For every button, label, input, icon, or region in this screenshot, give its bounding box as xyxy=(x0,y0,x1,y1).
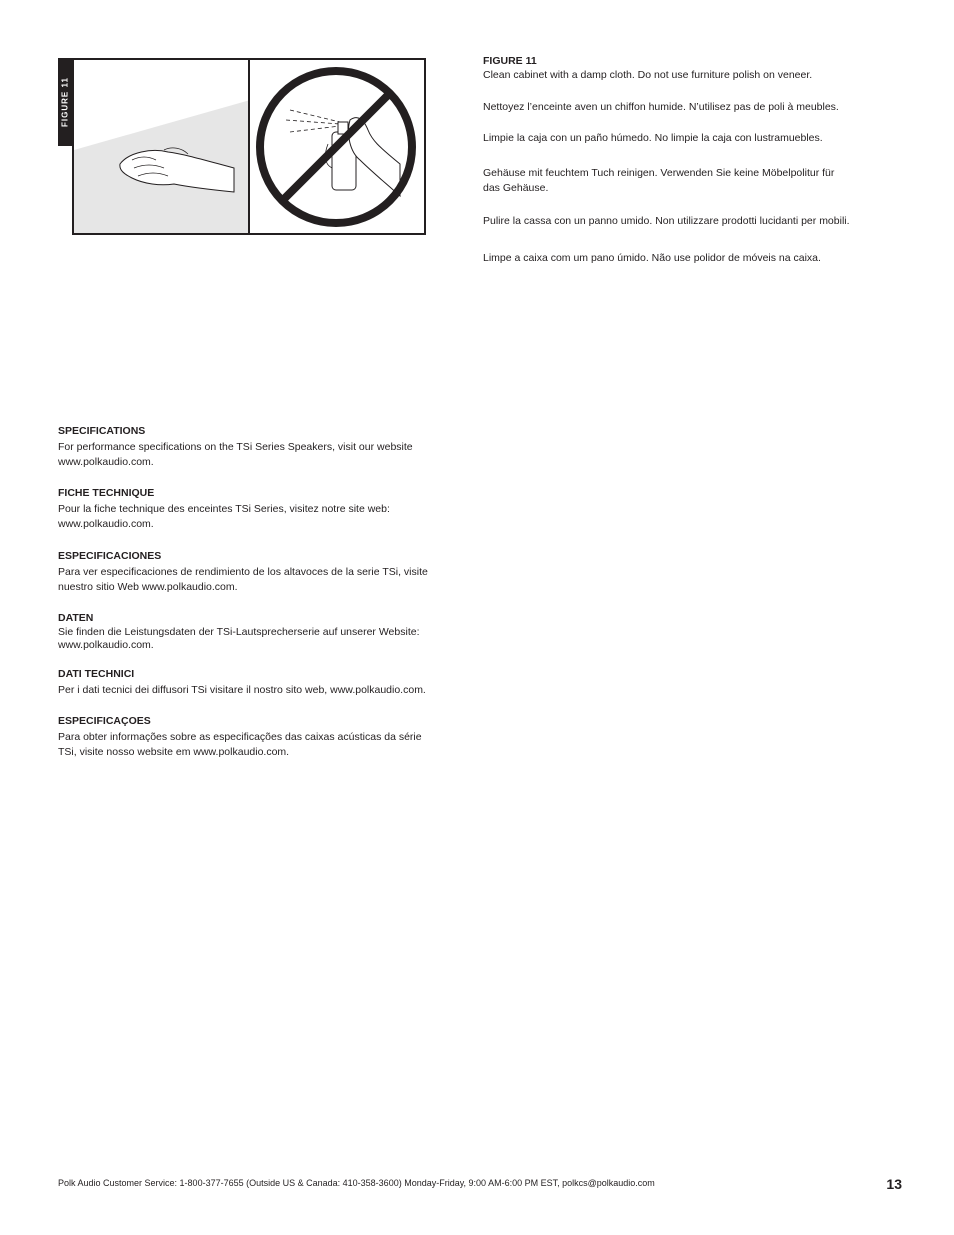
figure-text-es: Limpie la caja con un paño húmedo. No limpie la caja con lustramuebles. xyxy=(483,132,823,144)
figure-text-de: Gehäuse mit feuchtem Tuch reinigen. Verwenden Sie keine Möbelpolitur für das Gehäuse. xyxy=(483,167,835,194)
spec-text: Para ver especificaciones de rendimiento de los altavoces de la serie TSi, visite nuestro sitio Web www.polkaudio.com. xyxy=(58,565,428,593)
figure-caption: FIGURE 11 xyxy=(483,55,537,67)
spec-text: Para obter informações sobre as especificações das caixas acústicas da série TSi, visite nosso website em www.polkaudio.com. xyxy=(58,730,422,758)
spec-heading: FICHE TECHNIQUE xyxy=(58,487,155,499)
no-polish-illustration xyxy=(248,58,426,235)
spec-heading: ESPECIFICAÇOES xyxy=(58,715,151,727)
figure-text-pt: Limpe a caixa com um pano úmido. Não use polidor de móveis na caixa. xyxy=(483,252,821,264)
figure-tab xyxy=(58,58,72,146)
spec-text: For performance specifications on the TSi Series Speakers, visit our website www.polkaudio.com. xyxy=(58,440,413,468)
spec-heading: DATEN xyxy=(58,612,94,624)
spec-section-de xyxy=(58,611,428,652)
spec-heading: DATI TECHNICI xyxy=(58,668,135,680)
spec-heading: SPECIFICATIONS xyxy=(58,425,146,437)
spec-text: Sie finden die Leistungsdaten der TSi-Lautsprecherserie auf unserer Website: www.polkaudio.com. xyxy=(58,626,420,651)
figure-tab-label: FIGURE 11 xyxy=(60,77,70,127)
spec-section-es xyxy=(58,549,428,596)
hand-wiping-illustration xyxy=(74,60,250,235)
spec-text: Pour la fiche technique des enceintes TSi Series, visitez notre site web: www.polkaudio.com. xyxy=(58,502,390,530)
cleaning-illustration xyxy=(72,58,250,235)
spec-heading: ESPECIFICACIONES xyxy=(58,550,162,562)
spec-section-en xyxy=(58,424,428,471)
spec-section-fr xyxy=(58,486,428,533)
page-number: 13 xyxy=(886,1176,902,1192)
footer-contact: Polk Audio Customer Service: 1-800-377-7655 (Outside US & Canada: 410-358-3600) Monday-Friday, 9:00 AM-6:00 PM EST, polkcs@polkaudio.com xyxy=(58,1178,655,1188)
spec-section-it xyxy=(58,667,438,698)
spec-section-pt xyxy=(58,714,428,761)
figure-text-en: Clean cabinet with a damp cloth. Do not use furniture polish on veneer. xyxy=(483,69,813,81)
no-spray-icon xyxy=(250,60,426,235)
figure-text-it: Pulire la cassa con un panno umido. Non utilizzare prodotti lucidanti per mobili. xyxy=(483,215,850,227)
spec-text: Per i dati tecnici dei diffusori TSi visitare il nostro sito web, www.polkaudio.com. xyxy=(58,683,426,696)
figure-text-fr: Nettoyez l’enceinte aven un chiffon humide. N’utilisez pas de poli à meubles. xyxy=(483,101,839,113)
